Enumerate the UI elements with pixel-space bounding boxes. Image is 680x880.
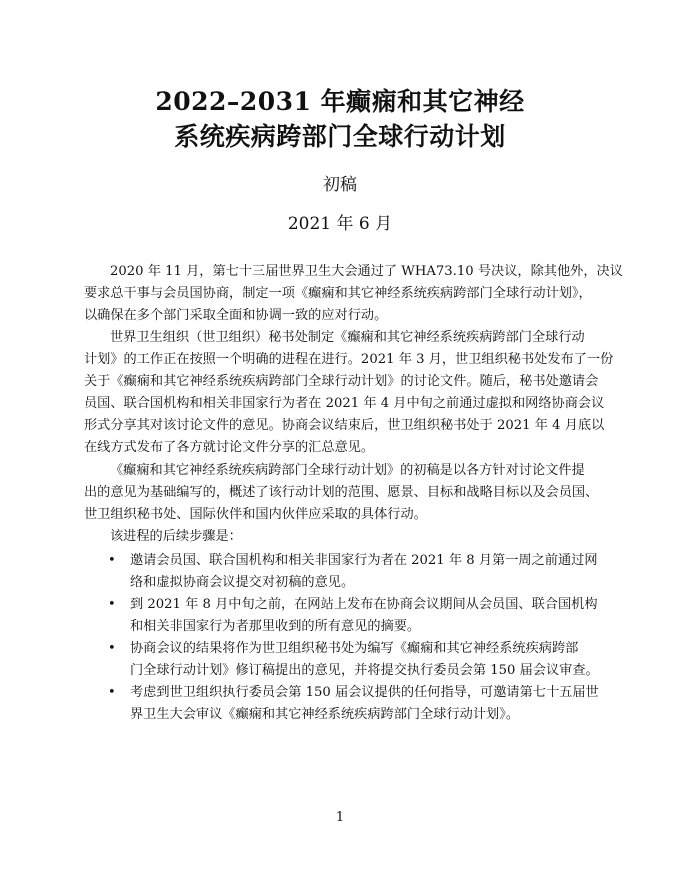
text-line: 员国、联合国机构和相关非国家行为者在 2021 年 4 月中旬之前通过虚拟和网络协商会议 xyxy=(84,396,605,411)
bullet-icon: • xyxy=(108,641,116,656)
text-line: 该进程的后续步骤是： xyxy=(110,529,242,544)
text-line: 协商会议的结果将作为世卫组织秘书处为编写《癫痫和其它神经系统疾病跨部 xyxy=(130,641,579,656)
text-line: 世界卫生组织（世卫组织）秘书处制定《癫痫和其它神经系统疾病跨部门全球行动 xyxy=(110,330,585,345)
text-line: 《癫痫和其它神经系统疾病跨部门全球行动计划》的初稿是以各方针对讨论文件提 xyxy=(110,463,585,478)
text-line: 以确保在多个部门采取全面和协调一致的应对行动。 xyxy=(84,308,388,323)
text-line: 在线方式发布了各方就讨论文件分享的汇总意见。 xyxy=(84,440,375,455)
bullet-icon: • xyxy=(108,597,116,612)
title-line-1: 2022–2031 年癫痫和其它神经 xyxy=(155,87,525,116)
draft-label: 初稿 xyxy=(323,175,357,195)
text-line: 到 2021 年 8 月中旬之前，在网站上发布在协商会议期间从会员国、联合国机构 xyxy=(130,597,598,612)
text-line: 和相关非国家行为者那里收到的所有意见的摘要。 xyxy=(130,619,421,634)
bullet-icon: • xyxy=(108,685,116,700)
text-line: 界卫生大会审议《癫痫和其它神经系统疾病跨部门全球行动计划》。 xyxy=(130,707,520,722)
text-line: 关于《癫痫和其它神经系统疾病跨部门全球行动计划》的讨论文件。随后，秘书处邀请会 xyxy=(84,374,599,389)
text-line: 计划》的工作正在按照一个明确的进程在进行。2021 年 3 月，世卫组织秘书处发布了一份 xyxy=(84,352,614,367)
text-line: 2020 年 11 月，第七十三届世界卫生大会通过了 WHA73.10 号决议，除其他外，决议 xyxy=(110,264,623,279)
page-number: 1 xyxy=(335,810,345,825)
bullet-icon: • xyxy=(108,553,116,568)
text-line: 门全球行动计划》修订稿提出的意见，并将提交执行委员会第 150 届会议审查。 xyxy=(130,663,599,678)
text-line: 要求总干事与会员国协商，制定一项《癫痫和其它神经系统疾病跨部门全球行动计划》， xyxy=(84,286,592,301)
text-line: 世卫组织秘书处、国际伙伴和国内伙伴应采取的具体行动。 xyxy=(84,507,427,522)
text-line: 邀请会员国、联合国机构和相关非国家行为者在 2021 年 8 月第一周之前通过网 xyxy=(130,553,598,568)
document-date: 2021 年 6 月 xyxy=(287,214,393,234)
title-line-2: 系统疾病跨部门全球行动计划 xyxy=(174,122,506,151)
text-line: 络和虚拟协商会议提交对初稿的意见。 xyxy=(130,575,355,590)
text-line: 考虑到世卫组织执行委员会第 150 届会议提供的任何指导，可邀请第七十五届世 xyxy=(130,685,599,700)
text-line: 出的意见为基础编写的，概述了该行动计划的范围、愿景、目标和战略目标以及会员国、 xyxy=(84,485,599,500)
text-line: 形式分享其对该讨论文件的意见。协商会议结束后，世卫组织秘书处于 2021 年 4 月底以 xyxy=(84,418,605,433)
